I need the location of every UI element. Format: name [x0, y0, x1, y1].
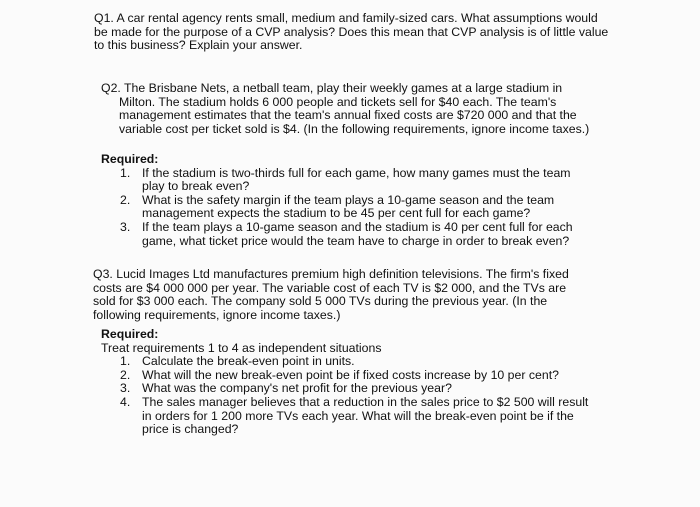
list-item-line: The sales manager believes that a reduction in the sales price to $2 500 will result [142, 394, 589, 409]
list-item-line: If the stadium is two-thirds full for each game, how many games must the team [142, 165, 571, 180]
list-item-number: 4. [120, 394, 131, 409]
q2-requirements-list [101, 167, 591, 249]
q1-line: be made for the purpose of a CVP analysis? Does this mean that CVP analysis is of little value [94, 24, 609, 39]
q3-line: Q3. Lucid Images Ltd manufactures premium high definition televisions. The firm's fixed [93, 267, 569, 281]
list-item [101, 194, 591, 221]
list-item-number: 2. [120, 367, 131, 382]
list-item-line: What is the safety margin if the team plays a 10-game season and the team [142, 192, 555, 207]
list-item-line: What will the new break-even point be if fixed costs increase by 10 per cent? [142, 367, 559, 382]
question-3-requirements [101, 328, 601, 437]
q2-line: variable cost per ticket sold is $4. (In the following requirements, ignore income taxes.) [119, 121, 590, 136]
question-2 [101, 82, 601, 136]
list-item [101, 167, 591, 194]
question-3 [93, 268, 598, 322]
list-item [101, 355, 601, 369]
list-item-line: game, what ticket price would the team have to charge in order to break even? [142, 233, 570, 248]
list-item [101, 369, 601, 383]
list-item [101, 396, 601, 437]
list-item-number: 3. [120, 219, 131, 234]
question-1 [94, 12, 614, 53]
q2-line: Q2. The Brisbane Nets, a netball team, play their weekly games at a large stadium in [101, 81, 563, 95]
question-2-requirements [101, 153, 591, 248]
q2-line: management estimates that the team's annual fixed costs are $720 000 and that the [119, 108, 577, 123]
list-item [101, 382, 601, 396]
q3-line: sold for $3 000 each. The company sold 5 000 TVs during the previous year. (In the [93, 294, 548, 309]
list-item-line: play to break even? [142, 179, 250, 194]
list-item-line: price is changed? [142, 422, 239, 437]
q1-line: Q1. A car rental agency rents small, medium and family-sized cars. What assumptions would [94, 11, 598, 25]
list-item-number: 1. [120, 165, 131, 180]
list-item-number: 2. [120, 192, 131, 207]
q3-line: following requirements, ignore income taxes.) [93, 307, 341, 322]
q3-intro: Treat requirements 1 to 4 as independent situations [101, 340, 382, 355]
q3-line: costs are $4 000 000 per year. The variable cost of each TV is $2 000, and the TVs are [93, 280, 567, 295]
q3-requirements-list [101, 355, 601, 437]
list-item-line: What was the company's net profit for the previous year? [142, 381, 452, 396]
list-item [101, 221, 591, 248]
list-item-number: 3. [120, 381, 131, 396]
q2-required-label: Required: [101, 152, 159, 166]
q2-line: Milton. The stadium holds 6 000 people and tickets sell for $40 each. The team's [119, 94, 557, 109]
q3-required-label: Required: [101, 327, 159, 341]
list-item-line: If the team plays a 10-game season and the stadium is 40 per cent full for each [142, 219, 573, 234]
list-item-number: 1. [120, 354, 131, 369]
q1-line: to this business? Explain your answer. [94, 38, 303, 53]
list-item-line: management expects the stadium to be 45 per cent full for each game? [142, 206, 531, 221]
list-item-line: in orders for 1 200 more TVs each year. What will the break-even point be if the [142, 408, 574, 423]
list-item-line: Calculate the break-even point in units. [142, 354, 355, 369]
